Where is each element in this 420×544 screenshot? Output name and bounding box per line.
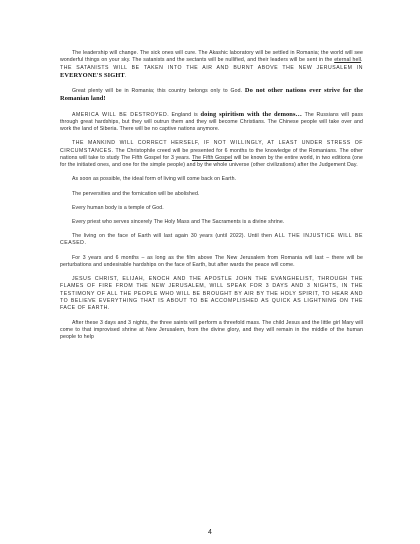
text-run: . bbox=[124, 72, 127, 79]
paragraph bbox=[60, 276, 363, 312]
bold-text: EVERYONE'S SIGHT bbox=[60, 71, 125, 79]
text-run: The living on the face of Earth will last again 30 years (until 2022). Until then bbox=[72, 233, 275, 240]
paragraph bbox=[60, 140, 363, 169]
text-run: The Christophile creed will be presented for 6 months to the knowledge of the Romanians. The other nations will take to study The Fifth Gospel for 3 years. bbox=[60, 147, 363, 161]
text-run: The perversities and the fornication will be abolished. bbox=[72, 190, 200, 197]
page-number: 4 bbox=[208, 529, 212, 536]
text-run: After these 3 days and 3 nights, the three saints will perform a threefold mass. The child Jesus and the little girl Mary will come to that improvised shrine at New Jerusalem, from the divine glory, and they will remain in the middle of the human people to help bbox=[60, 319, 363, 341]
spaced-caps-text: AMERICA WILL BE DESTROYED bbox=[72, 111, 168, 118]
text-run: Every human body is a temple of God. bbox=[72, 204, 164, 211]
paragraph bbox=[60, 111, 363, 134]
text-run: Every priest who serves sincerely The Holy Mass and The Sacraments is a divine shrine. bbox=[72, 218, 285, 225]
underlined-text: eternal hell bbox=[334, 57, 362, 64]
paragraph bbox=[60, 50, 363, 80]
text-run: Great plenty will be in Romania; this country belongs only to God. bbox=[72, 88, 245, 95]
spaced-caps-text: ALL THE INJUSTICE WILL BE CEASED bbox=[60, 233, 363, 247]
page-body bbox=[60, 50, 363, 348]
paragraph bbox=[60, 87, 363, 104]
bold-text: Do not other nations ever strive for the Romanian land! bbox=[60, 87, 364, 103]
text-run: . bbox=[84, 240, 87, 247]
spaced-caps-text: . THE SATANISTS WILL BE TAKEN INTO THE AIR AND BURNT ABOVE THE NEW JERUSALEM IN bbox=[60, 57, 363, 71]
spaced-caps-text: JESUS CHRIST, ELIJAH, ENOCH AND THE APOSTLE JOHN THE EVANGHELIST, THROUGH THE FLAMES OF FIRE FROM THE NEW JERUSALEM, WILL SPEAK FOR 3 DAYS AND 3 NIGHTS, IN THE TESTIMONY OF ALL THE PEOPLE WHO WILL BE BROUGHT BY AIR BY THE HOLY SPIRIT, TO HEAR AND TO BELIEVE EVERYTHING THAT IS ABOUT TO BE ACCOMPLISHED AS QUICK AS LIGHTNING ON THE FACE OF EARTH. bbox=[60, 276, 363, 312]
text-run: . England is bbox=[167, 111, 201, 118]
bold-text: doing spiritism with the demons… bbox=[200, 110, 303, 118]
paragraph bbox=[60, 219, 363, 226]
text-run: The leadership will change. The sick ones will cure. The Akashic laboratory will be settled in Romania; the world will see wonderful things on your sky. The satanists and the sectants will be nullified, and their leaders will be sent in the bbox=[60, 50, 363, 64]
paragraph bbox=[60, 176, 363, 183]
paragraph bbox=[60, 255, 363, 270]
text-run: As soon as possible, the ideal form of living will come back on Earth. bbox=[72, 176, 237, 183]
paragraph bbox=[60, 320, 363, 342]
spaced-caps-text: THE MANKIND WILL CORRECT HERSELF, IF NOT WILLINGLY, AT LEAST UNDER STRESS OF CIRCUMSTANCES. bbox=[60, 140, 363, 154]
paragraph bbox=[60, 205, 363, 212]
text-run: The Russians will pass through great hardships, but they will outrun them and they will become Christians. The Chinese people will take over and work the land of Siberia. There will be no captive nations anymore. bbox=[60, 111, 363, 133]
underlined-text: The Fifth Gospel bbox=[191, 154, 233, 161]
paragraph bbox=[60, 233, 363, 248]
text-run: will be known by the entire world, in two editions (one for the initiated ones, and one for the simple people) and by the whole universe (other civilizations) after the Judgement Day. bbox=[60, 154, 363, 169]
text-run: For 3 years and 6 months – as long as the film above The New Jerusalem from Romania will last – there will be perturbations and undesirable hardships on the face of Earth, but after wards the peace will come. bbox=[60, 254, 363, 268]
paragraph bbox=[60, 191, 363, 198]
